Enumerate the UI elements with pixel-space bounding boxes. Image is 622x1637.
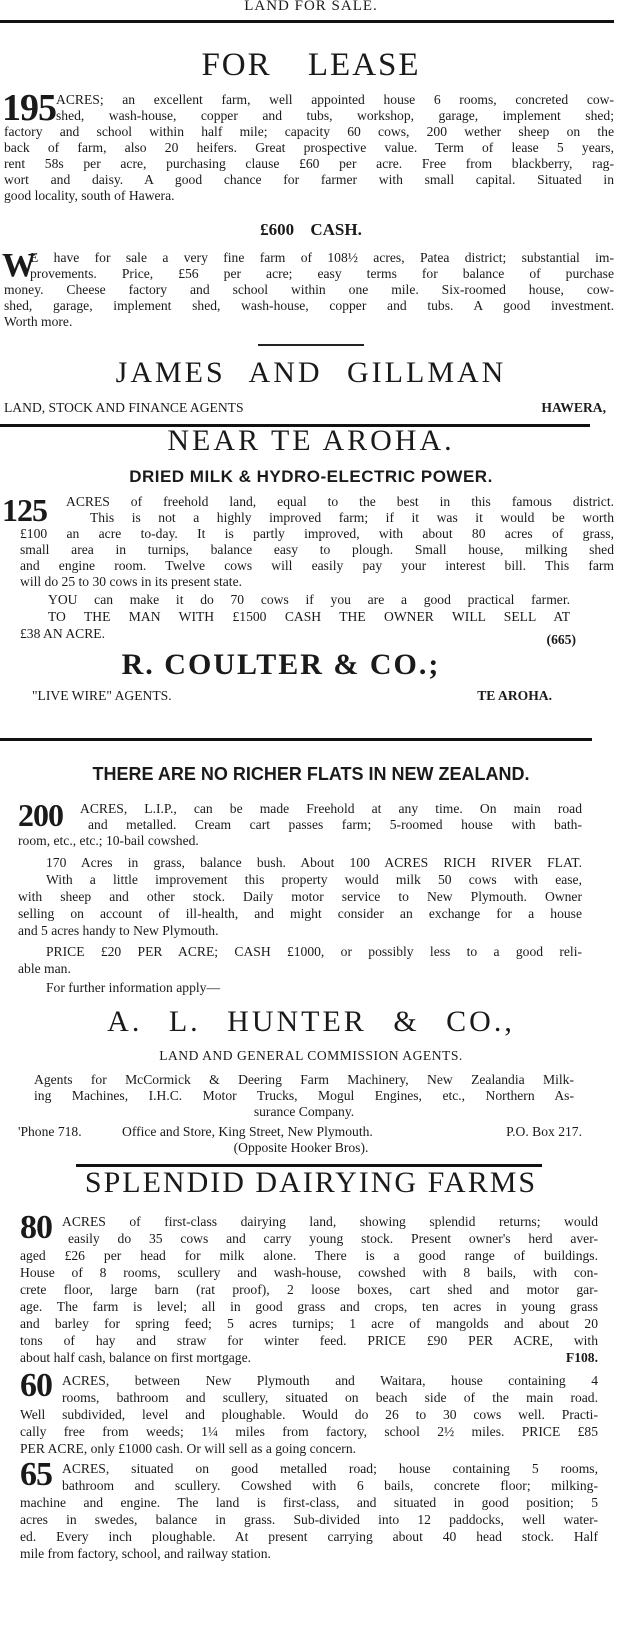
- ad1-drop-number: 195: [2, 87, 56, 129]
- ad4-farm2-line-3: Well subdivided, level and ploughable. Would do 26 to 30 cows well. Practi-: [20, 1407, 598, 1422]
- ad3-agent-desc: LAND AND GENERAL COMMISSION AGENTS.: [159, 1048, 463, 1063]
- page-header: LAND FOR SALE.: [244, 0, 378, 14]
- ad4-farm1-line-4: House of 8 rooms, scullery and wash-house, cowshed with 8 bails, with con-: [20, 1265, 598, 1280]
- ad4-farm2-num: 60: [20, 1367, 52, 1404]
- ad1-heading: FOR LEASE: [201, 47, 421, 83]
- ad4-farm1-line-3: aged £26 per head for milk alone. There is a good range of buildings.: [20, 1248, 598, 1263]
- ad1-w-line-2: provements. Price, £56 per acre; easy terms for balance of purchase: [30, 266, 614, 281]
- ad1-agent-desc: LAND, STOCK AND FINANCE AGENTS: [4, 400, 244, 415]
- ad4-farm1-line-9: about half cash, balance on first mortgage.: [20, 1350, 252, 1365]
- ad1-agent-town: HAWERA,: [541, 400, 606, 415]
- ad4-farm1-line-5: crete floor, large barn (rat proof), 2 loose boxes, cart shed and motor gar-: [20, 1282, 598, 1297]
- ad4-heading: SPLENDID DAIRYING FARMS: [84, 1166, 538, 1199]
- ad2-line-2: This is not a highly improved farm; if it was it would be worth: [90, 510, 614, 525]
- ad3-opposite: (Opposite Hooker Bros).: [233, 1140, 369, 1155]
- ad1-line-1: ACRES; an excellent farm, well appointed house 6 rooms, concreted cow-: [56, 92, 614, 107]
- ad4-farm3-line-3: machine and engine. The land is first-class, and situated in good position; 5: [20, 1495, 598, 1510]
- ad3-office-row: [18, 1124, 582, 1140]
- ad4-farm2-line-2: rooms, bathroom and scullery, situated on beach side of the main road.: [62, 1390, 598, 1405]
- ad4-farm1-line-7: and barley for spring feed; 5 acres turnips; 1 acre of mangolds and about 20: [20, 1316, 598, 1331]
- header-rule: [0, 20, 614, 23]
- ad1-w-line-1: E have for sale a very fine farm of 108½ acres, Patea district; substantial im-: [30, 250, 614, 265]
- ad1-line-4: back of farm, also 20 heifers. Great prospective value. Term of lease 5 years,: [4, 140, 614, 155]
- ad4-farm2-line-4: cally free from weeds; 1¼ miles from factory, school 2½ miles. PRICE £85: [20, 1424, 598, 1439]
- ad2-line-5: and engine room. Twelve cows will easily pay your interest bill. This farm: [20, 558, 614, 573]
- ad2-line-8: TO THE MAN WITH £1500 CASH THE OWNER WILL SELL AT: [48, 609, 570, 624]
- ad1-short-rule: [258, 344, 364, 346]
- ad4-farm1-line-6: age. The farm is level; all in good grass and crops, ten acres in young grass: [20, 1299, 598, 1314]
- ad1-agent-row: [4, 400, 614, 416]
- ad1-line-7: good locality, south of Hawera.: [4, 188, 175, 203]
- ad3-line-3: room, etc., etc.; 10-bail cowshed.: [18, 833, 199, 848]
- ad4-farm3-line-1: ACRES, situated on good metalled road; house containing 5 rooms,: [62, 1461, 598, 1476]
- ad3-heading: THERE ARE NO RICHER FLATS IN NEW ZEALAND.: [92, 764, 530, 784]
- ad4-farm3-line-4: acres in swedes, balance in grass. Sub-divided into 12 paddocks, well water-: [20, 1512, 598, 1527]
- ad4-farm1-num: 80: [20, 1209, 52, 1246]
- ad3-para2-line-2: With a little improvement this property would milk 50 cows with ease,: [46, 872, 582, 887]
- ad4-farm2-line-5: PER ACRE, only £1000 cash. Or will sell as a going concern.: [20, 1441, 357, 1456]
- ad3-line-1: ACRES, L.I.P., can be made Freehold at any time. On main road: [80, 801, 582, 816]
- ad4-farm2-line-1: ACRES, between New Plymouth and Waitara, house containing 4: [62, 1373, 598, 1388]
- ad2-line-6: will do 25 to 30 cows in its present state.: [20, 574, 243, 589]
- ad1-w-line-3: money. Cheese factory and school within one mile. Six-roomed house, cow-: [4, 282, 614, 297]
- ad1-w-line-5: Worth more.: [4, 314, 73, 329]
- ad2-line-4: small area in turnips, balance easy to plough. Small house, milking shed: [20, 542, 614, 557]
- ad3-line-2: and metalled. Cream cart passes farm; 5-roomed house with bath-: [88, 817, 582, 832]
- ad3-para2-line-1: 170 Acres in grass, balance bush. About 100 ACRES RICH RIVER FLAT.: [46, 855, 582, 870]
- ad3-box: P.O. Box 217.: [506, 1124, 582, 1139]
- ad3-phone: 'Phone 718.: [18, 1124, 82, 1139]
- ad1-line-2: shed, wash-house, copper and tubs, workshop, garage, implement shed;: [56, 108, 614, 123]
- ad3-para2-line-4: selling on account of ill-health, and might consider an exchange for a house: [18, 906, 582, 921]
- ad3-agent: A. L. HUNTER & CO.,: [107, 1005, 515, 1038]
- ad3-drop-number: 200: [18, 797, 63, 833]
- ad1-subheading: £600 CASH.: [260, 220, 362, 239]
- ad1-agent: JAMES AND GILLMAN: [115, 356, 507, 389]
- ad2-line-7: YOU can make it do 70 cows if you are a good practical farmer.: [48, 592, 570, 607]
- ad3-para3-line-1: PRICE £20 PER ACRE; CASH £1000, or possibly less to a good reli-: [46, 944, 582, 959]
- ad2-agent-town: TE AROHA.: [477, 688, 552, 703]
- ad4-farm1-line-2: easily do 35 cows and carry young stock. Present owner's herd aver-: [68, 1231, 598, 1246]
- ad1-w-letter: W: [2, 247, 35, 284]
- ad3-office: Office and Store, King Street, New Plymouth.: [122, 1124, 373, 1139]
- ad2-line-9: £38 AN ACRE.: [20, 626, 105, 641]
- ad2-line-3: £100 an acre to-day. It is partly improved, with about 80 acres of grass,: [20, 526, 614, 541]
- ad2-agent-row: [32, 688, 552, 704]
- ad3-agents-for-3: surance Company.: [253, 1104, 355, 1119]
- ad3-apply: For further information apply—: [46, 980, 221, 995]
- ad1-line-6: wort and daisy. A good chance for farmer with small capital. Situated in: [4, 172, 614, 187]
- ad4-farm3-line-2: bathroom and scullery. Cowshed with 6 bails, concrete floor; milking-: [62, 1478, 598, 1493]
- ad3-agents-for-2: ing Machines, I.H.C. Motor Trucks, Mogul Engines, etc., Northern As-: [34, 1088, 574, 1103]
- ad4-farm3-line-6: mile from factory, school, and railway station.: [20, 1546, 271, 1561]
- ad3-para2-line-3: with sheep and other stock. Daily motor service to New Plymouth. Owner: [18, 889, 582, 904]
- ad4-farm3-num: 65: [20, 1456, 52, 1493]
- ad1-line-5: rent 58s per acre, purchasing clause £60 per acre. Free from blackberry, rag-: [4, 156, 614, 171]
- ad3-agents-for-1: Agents for McCormick & Deering Farm Machinery, New Zealandia Milk-: [34, 1072, 574, 1087]
- ad2-ref: (665): [546, 632, 576, 647]
- ad2-agent: R. COULTER & CO.;: [121, 648, 441, 681]
- ad1-line-3: factory and school within half mile; capacity 60 cows, 200 wether sheep on the: [4, 124, 614, 139]
- ad2-drop-number: 125: [2, 492, 47, 528]
- ad2-agent-desc: "LIVE WIRE" AGENTS.: [32, 688, 172, 703]
- ad1-w-line-4: shed, garage, implement shed, wash-house, copper and tubs. A good investment.: [4, 298, 614, 313]
- ad4-farm1-line-8: tons of hay and straw for winter feed. PRICE £90 PER ACRE, with: [20, 1333, 598, 1348]
- ad4-farm1-ref: F108.: [565, 1350, 598, 1365]
- ad4-farm1-line-1: ACRES of first-class dairying land, showing splendid returns; would: [62, 1214, 598, 1229]
- ad2-heading: NEAR TE AROHA.: [167, 424, 455, 457]
- ad2-subheading: DRIED MILK & HYDRO-ELECTRIC POWER.: [129, 467, 493, 486]
- ad3-para3-line-2: able man.: [18, 961, 71, 976]
- ad2-line-1: ACRES of freehold land, equal to the best in this famous district.: [66, 494, 614, 509]
- ad3-para2-line-5: and 5 acres handy to New Plymouth.: [18, 923, 219, 938]
- ad4-farm3-line-5: ed. Every inch ploughable. At present carrying about 40 head stock. Half: [20, 1529, 598, 1544]
- ad2-bottom-rule: [0, 738, 592, 741]
